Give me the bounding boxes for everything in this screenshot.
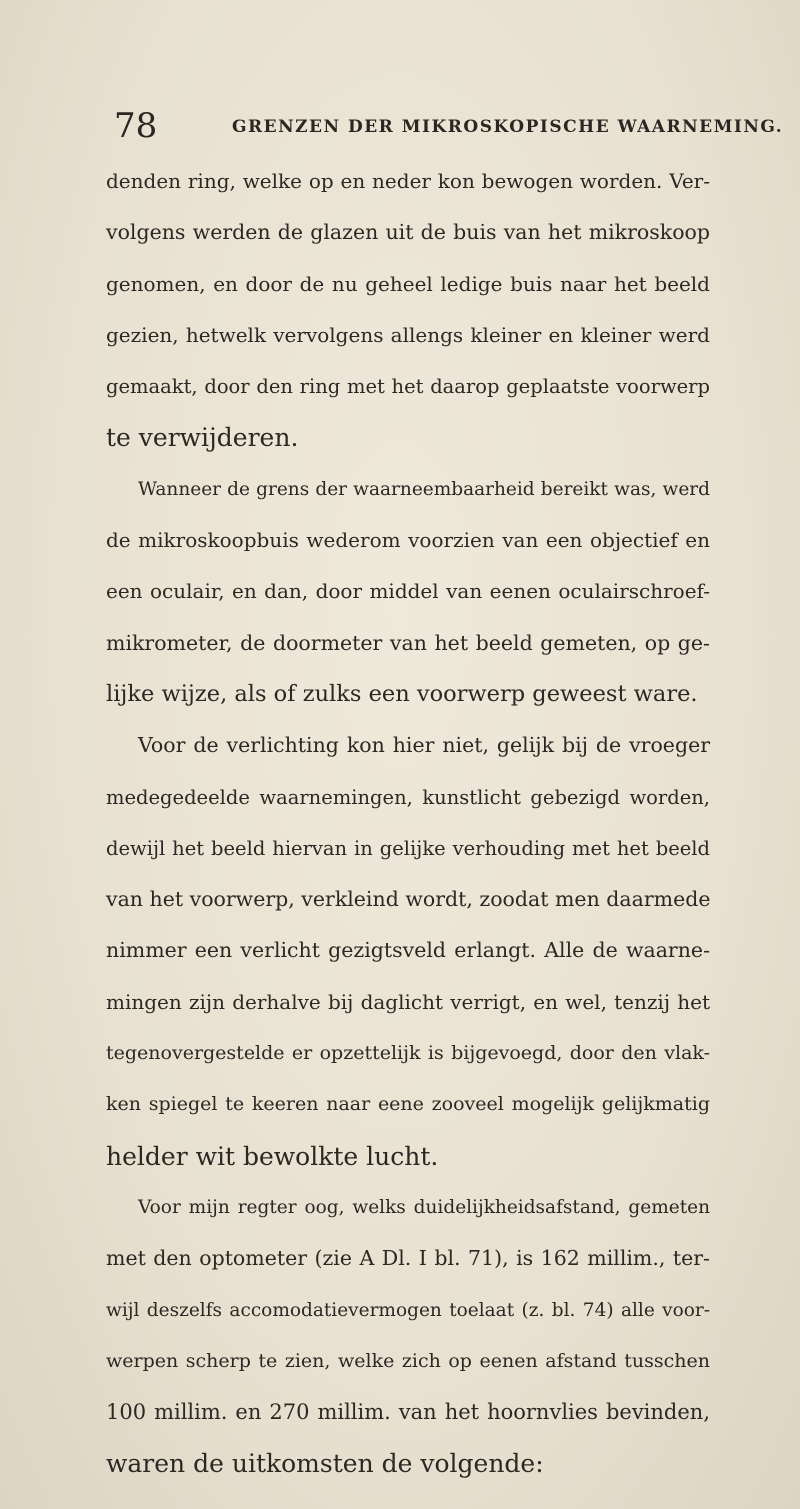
text-line: medegedeelde waarnemingen, kunstlicht gebezigd worden, — [106, 785, 710, 809]
paragraph-3 — [106, 720, 710, 1182]
paragraph-1 — [106, 156, 710, 464]
text-line: Voor mijn regter oog, welks duidelijkheidsafstand, gemeten — [138, 1196, 710, 1218]
text-line: gezien, hetwelk vervolgens allengs kleiner en kleiner werd — [106, 322, 710, 347]
text-line: gemaakt, door den ring met het daarop geplaatste voorwerp — [106, 375, 710, 399]
text-line: een oculair, en dan, door middel van eenen oculairschroef- — [106, 579, 710, 604]
text-line: helder wit bewolkte lucht. — [106, 1141, 439, 1171]
text-line: nimmer een verlicht gezigtsveld erlangt. Alle de waarne- — [106, 938, 710, 963]
page-number: 78 — [114, 106, 158, 146]
text-line: ken spiegel te keeren naar eene zooveel mogelijk gelijkmatig — [106, 1093, 710, 1116]
text-line: tegenovergestelde er opzettelijk is bijgevoegd, door den vlak- — [106, 1042, 710, 1065]
text-line: volgens werden de glazen uit de buis van het mikroskoop — [106, 220, 710, 245]
running-head: GRENZEN DER MIKROSKOPISCHE WAARNEMING. — [232, 117, 784, 137]
text-line: 100 millim. en 270 millim. van het hoornvlies bevinden, — [106, 1400, 710, 1425]
text-line: Voor de verlichting kon hier niet, gelijk bij de vroeger — [138, 733, 710, 758]
text-line: mingen zijn derhalve bij daglicht verrigt, en wel, tenzij het — [106, 989, 710, 1014]
page-header — [108, 104, 784, 148]
text-line: mikrometer, de doormeter van het beeld gemeten, op ge- — [106, 630, 710, 655]
paragraph-2 — [106, 464, 710, 720]
body-text — [106, 156, 710, 1490]
text-line: te verwijderen. — [106, 423, 299, 453]
text-line: werpen scherp te zien, welke zich op eenen afstand tusschen — [106, 1349, 710, 1372]
text-line: dewijl het beeld hiervan in gelijke verhouding met het beeld — [106, 836, 710, 860]
text-line: waren de uitkomsten de volgende: — [106, 1449, 544, 1479]
text-line: met den optometer (zie A Dl. I bl. 71), is 162 millim., ter- — [106, 1246, 710, 1271]
text-line: lijke wijze, als of zulks een voorwerp geweest ware. — [106, 680, 698, 707]
text-line: Wanneer de grens der waarneembaarheid bereikt was, werd — [138, 478, 710, 500]
text-line: denden ring, welke op en neder kon bewogen worden. Ver- — [106, 169, 710, 193]
text-line: de mikroskoopbuis wederom voorzien van een objectief en — [106, 528, 710, 553]
text-line: genomen, en door de nu geheel ledige buis naar het beeld — [106, 271, 710, 296]
paragraph-4 — [106, 1182, 710, 1490]
text-line: van het voorwerp, verkleind wordt, zoodat men daarmede — [106, 887, 711, 912]
text-line: wijl deszelfs accomodatievermogen toelaat (z. bl. 74) alle voor- — [106, 1299, 710, 1321]
